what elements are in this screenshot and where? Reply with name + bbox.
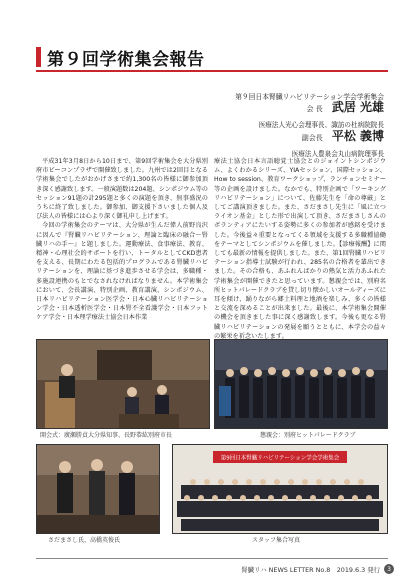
caption-guest: さだまさし氏、高橋英俊氏: [48, 537, 121, 544]
vice-president-affiliation: 医療法人豊泉会丸山病院理事長: [291, 150, 384, 158]
body-paragraph: 平成31年3月8日から10日まで、第9回学術集会を大分県別府市ビーコンプラザで開催致しました。九州では2回目となる学術集会でしたがおかげさまで約1,300名の皆様に御参加頂き深く感謝致します。一般演題数は204題、シンポジウム等のセッション91題の計295題と多くの演題を頂き、無事盛況のうちに終了致しました。御参加、御支援下さいました個人及び法人の皆様には心より深く御礼申し上げます。: [36, 158, 208, 221]
caption-banquet: 懇親会：別府ヒットパレードクラブ: [260, 432, 356, 439]
conference-org-name: 第９回日本腎臓リハビリテーション学会学術集会: [235, 93, 384, 101]
footer-rule: [36, 558, 388, 559]
photo-guest: [36, 444, 160, 534]
president-name: 武居 光雄: [331, 100, 384, 114]
photo-banquet: [214, 339, 388, 429]
president-affiliation: 医療法人光心会理事長、諏訪の杜病院院長: [258, 121, 384, 129]
photo-staff-group: [172, 444, 388, 534]
body-paragraph: 療法士協会日本言語聴覚士協会とのジョイントシンポジウム、よくわかるシリーズ、YIAセッション、国際セッション、How to session、教育ワークショップ、ランチョンセミナー等の企画を設けました。なかでも、特別企画で「ワーキングリハビリテーション」について、佐藤先生を「命の尊厳」としてご講演頂きました。また、さだまさし先生に「風に立つライオン基金」とした形で出演して頂き、さだまさしさんのボランティアにたいする姿勢に多くの参加者が感銘を受けました。今後益々重要となってくる領域を支援する多職種協働をテーマとしてシンポジウムを催しました。【診療報酬】に関しても最新の情報を提供しました。また、第1回腎臓リハビリテーション指導士試験が行われ、285名の合格者を輩出できました。その合格も、あふれんばかりの熱気と活力あふれた学術集会が開催できたと思っています。懇親会では、別府名所ヒットパレードクラブを貸し切り懐かしいオールディーズに耳を傾け、踊りながら郷土料理と地酒を楽しみ、多くの皆様と交流を深めることが出来ました。最後に、本学術集会開催の機会を頂きました事に深く感謝致します。今後も更なる腎臓リハビリテーションの発展を願うとともに、本学会の益々の繁栄を祈念いたします。: [214, 158, 386, 340]
body-left-column: [36, 157, 208, 323]
staff-group-image: [173, 445, 387, 533]
footer: [241, 564, 394, 574]
title-accent-mark: [36, 47, 41, 67]
opening-ceremony-image: [37, 340, 209, 428]
guest-image: [37, 445, 159, 533]
vice-president-name: 平松 義博: [331, 129, 384, 143]
body-paragraph: 今回の学術集会のテーマは、大分県が生んだ偉人前野良沢に因んで『腎臓リハビリテーション、理論と臨床の融合～腎臓リハの手～』と題しました。運動療法、食事療法、教育、精神・心理社会的サポートを行い、トータルとしてCKD患者を支える、長期にわたる包括的プログラムである腎臓リハビリテーションを、理論に基づき進歩させる学会は、多職種・多施設連携のもとでなされなければなりません。本学術集会において、会長講演、特別企画、教育講演、シンポジウム、日本リハビリテーション医学会・日本心臓リハビリテーション学会・日本透析医学会・日本腎不全看護学会・日本フットケア学会・日本理学療法士協会日本作業: [36, 222, 208, 322]
caption-staff-group: スタッフ集合写真: [252, 537, 301, 544]
staff-banner-text: 第9回日本腎臓リハビリテーション学会学術集会: [220, 455, 340, 462]
footer-text: 腎臓リハ NEWS LETTER No.8 2019.6.3 発行: [241, 565, 380, 574]
article-title: 第９回学術集会報告: [47, 49, 205, 70]
photo-opening-ceremony: [36, 339, 210, 429]
body-right-column: [214, 157, 386, 341]
president-role: 会 長: [306, 105, 323, 113]
banquet-image: [215, 340, 387, 428]
page-number: 3: [384, 564, 394, 574]
vice-president-role: 副会長: [301, 134, 323, 142]
caption-opening-ceremony: 開会式：廣瀬勝貞大分県知事、長野恭紘別府市長: [40, 432, 173, 439]
article-title-bar: [36, 44, 388, 72]
